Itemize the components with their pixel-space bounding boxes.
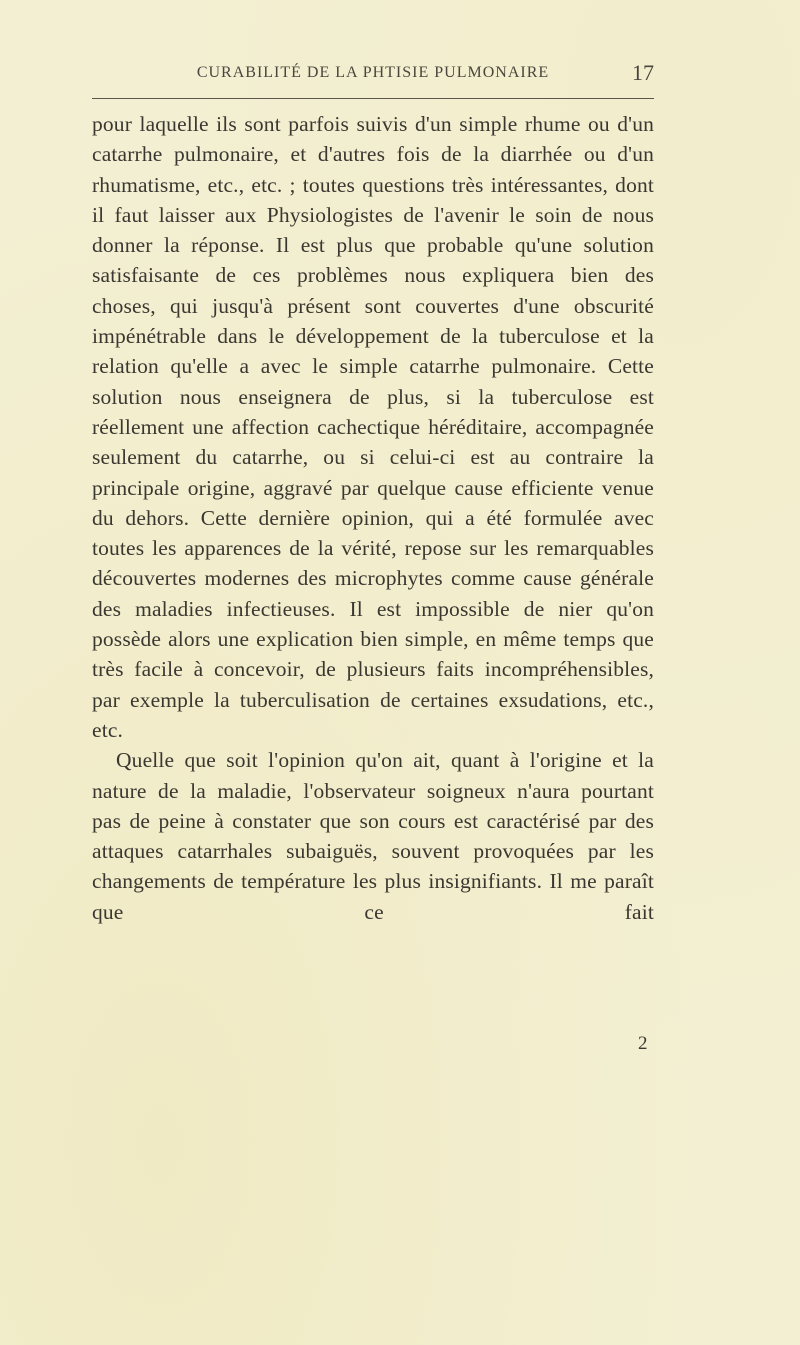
- signature-mark: 2: [638, 1033, 648, 1054]
- page-number: 17: [632, 60, 654, 85]
- running-head: [92, 60, 654, 92]
- paragraph-2: Quelle que soit l'opinion qu'on ait, quant à l'origine et la nature de la maladie, l'observateur soigneux n'aura pourtant pas de peine à constater que son cours est caractérisé par des attaques catarrhales subaiguës, souvent provoquées par les changements de température les plus insignifiants. Il me paraît que ce fait: [92, 748, 654, 924]
- book-page: [92, 60, 654, 927]
- paragraph-1: pour laquelle ils sont parfois suivis d'un simple rhume ou d'un catarrhe pulmonaire, et d'autres fois de la diarrhée ou d'un rhumatisme, etc., etc. ; toutes questions très intéressantes, dont il faut laisser aux Physiologistes de l'avenir le soin de nous donner la réponse. Il est plus que probable qu'une solution satisfaisante de ces problèmes nous expliquera bien des choses, qui jusqu'à présent sont couvertes d'une obscurité impénétrable dans le développement de la tuberculose et la relation qu'elle a avec le simple catarrhe pulmonaire. Cette solution nous enseignera de plus, si la tuberculose est réellement une affection cachectique héréditaire, accompagnée seulement du catarrhe, ou si celui-ci est au contraire la principale origine, aggravé par quelque cause efficiente venue du dehors. Cette dernière opinion, qui a été formulée avec toutes les apparences de la vérité, repose sur les remarquables découvertes modernes des microphytes comme cause générale des maladies infectieuses. Il est impossible de nier qu'on possède alors une explication bien simple, en même temps que très facile à concevoir, de plusieurs faits incompréhensibles, par exemple la tuberculisation de certaines exsudations, etc., etc.: [92, 112, 654, 742]
- running-title: CURABILITÉ DE LA PHTISIE PULMONAIRE: [196, 64, 550, 81]
- header-rule: [92, 98, 654, 99]
